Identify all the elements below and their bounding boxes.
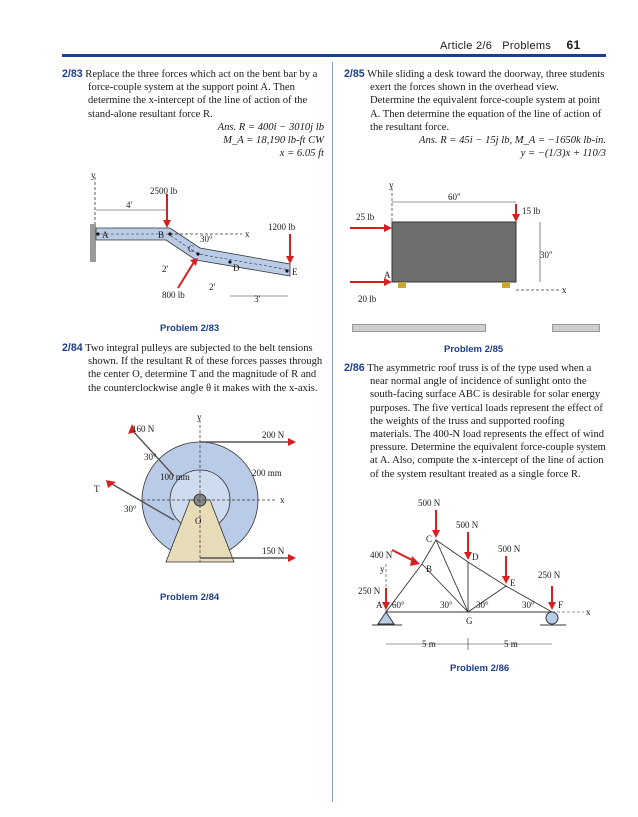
x-axis-label: x (586, 607, 591, 617)
node-e: E (510, 578, 516, 588)
dim-60in: 60" (448, 192, 461, 202)
tension-t-label: T (94, 484, 100, 494)
radius-200-label: 200 mm (252, 468, 282, 478)
y-axis-label: y (91, 172, 96, 180)
dim-2ft-b: 2' (209, 282, 216, 292)
force-160-label: 160 N (132, 424, 155, 434)
answer-line-1: Ans. R = 45i − 15j lb, M_A = −1650k lb-in. (419, 135, 606, 147)
section-label: Problems (502, 40, 552, 52)
point-c: C (188, 244, 195, 254)
y-axis-label: y (197, 412, 202, 422)
problem-286 (344, 362, 606, 481)
angle-1-label: 30° (144, 452, 157, 462)
point-e: E (292, 267, 298, 277)
desk-top-view (392, 222, 516, 282)
span-5m-left: 5 m (422, 639, 436, 649)
angle-30-a: 30° (440, 600, 453, 610)
support-f (546, 612, 558, 624)
dim-30in: 30" (540, 250, 553, 260)
force-1200-label: 1200 lb (268, 222, 296, 232)
angle-60: 60° (392, 600, 405, 610)
point-d: D (233, 263, 240, 273)
load-250-a: 250 N (358, 586, 381, 596)
caption-286: Problem 2/86 (450, 663, 510, 674)
dim-4ft: 4' (126, 200, 133, 210)
figure-283 (62, 172, 324, 322)
point-a: A (102, 230, 109, 240)
problem-284 (62, 342, 324, 395)
angle-30-b: 30° (476, 600, 489, 610)
y-axis-label: y (380, 564, 385, 574)
node-b: B (426, 564, 433, 574)
problem-number: 2/86 (344, 362, 365, 374)
node-d: D (472, 552, 479, 562)
point-b: B (158, 230, 165, 240)
force-800-arrow (178, 262, 194, 288)
answer-line-3: x = 6.05 ft (279, 148, 324, 160)
force-150-label: 150 N (262, 546, 285, 556)
wall-support (90, 224, 96, 262)
figure-285 (344, 178, 606, 338)
doorway-right (552, 324, 600, 332)
column-divider (332, 62, 333, 802)
force-20-label: 20 lb (358, 294, 377, 304)
force-25-label: 25 lb (356, 212, 375, 222)
page-number: 61 (566, 38, 581, 52)
answer-line-2: y = −(1/3)x + 110/3 (520, 148, 606, 160)
caption-285: Problem 2/85 (444, 344, 504, 355)
y-axis-label: y (389, 180, 394, 190)
force-800-label: 800 lb (162, 290, 185, 300)
answer-line-2: M_A = 18,190 lb-ft CW (223, 135, 324, 147)
support-a (378, 612, 394, 624)
angle-2-label: 30° (124, 504, 137, 514)
header-rule (62, 54, 606, 57)
node-c: C (426, 534, 433, 544)
problem-text: Two integral pulleys are subjected to the belt tensions shown. If the resultant R of these forces passes through the center O, determine T and the magnitude of R and the counterclockwise angle θ it makes with the x-axis. (85, 343, 323, 394)
figure-284 (62, 412, 324, 592)
dim-3ft: 3' (254, 294, 261, 304)
problem-283 (62, 68, 324, 160)
figure-286 (344, 496, 606, 660)
dim-2ft-a: 2' (162, 264, 169, 274)
problem-text: The asymmetric roof truss is of the type used when a near normal angle of incidence of sunlight onto the south-facing surface ABC is desirable for solar energy purposes. The five vertical loads represent the effect of the weights of the truss and supported roofing materials. The 400-N load represents the effect of wind pressure. Determine the equivalent force-couple system at A. Also, compute the x-intercept of the line of action of the system resultant treated as a single force R. (367, 363, 606, 480)
article-label: Article 2/6 (440, 40, 493, 52)
page-header (440, 38, 580, 52)
caption-284: Problem 2/84 (160, 592, 220, 603)
span-5m-right: 5 m (504, 639, 518, 649)
force-200-label: 200 N (262, 430, 285, 440)
caption-283: Problem 2/83 (160, 323, 220, 334)
problem-285 (344, 68, 606, 160)
angle-30-c: 30° (522, 600, 535, 610)
angle-label: 30° (200, 234, 213, 244)
force-2500-label: 2500 lb (150, 186, 178, 196)
x-axis-label: x (280, 495, 285, 505)
node-g: G (466, 616, 473, 626)
x-axis-label: x (245, 229, 250, 239)
point-a: A (384, 270, 391, 280)
force-15-label: 15 lb (522, 206, 541, 216)
node-f: F (558, 600, 564, 610)
load-400-wind: 400 N (370, 550, 393, 560)
load-500-d: 500 N (456, 520, 479, 530)
load-500-c: 500 N (418, 498, 441, 508)
node-a: A (376, 600, 383, 610)
problem-number: 2/85 (344, 68, 365, 80)
problem-text: Replace the three forces which act on the bent bar by a force-couple system at the support point A. Then determine the x-intercept of the line of action of the stand-alone resultant force R. (85, 69, 318, 120)
answer-line-1: Ans. R = 400i − 3010j lb (217, 121, 324, 133)
center-o-label: O (195, 516, 202, 526)
x-axis-label: x (562, 285, 567, 295)
radius-100-label: 100 mm (160, 472, 190, 482)
load-500-e: 500 N (498, 544, 521, 554)
problem-number: 2/83 (62, 68, 83, 80)
problem-number: 2/84 (62, 342, 83, 354)
problem-text: While sliding a desk toward the doorway, three students exert the forces shown in the overhead view. Determine the equivalent force-couple system at point A. Then determine the equation of the line of action of the resultant force. (367, 69, 605, 133)
load-250-f: 250 N (538, 570, 561, 580)
doorway-left (352, 324, 486, 332)
